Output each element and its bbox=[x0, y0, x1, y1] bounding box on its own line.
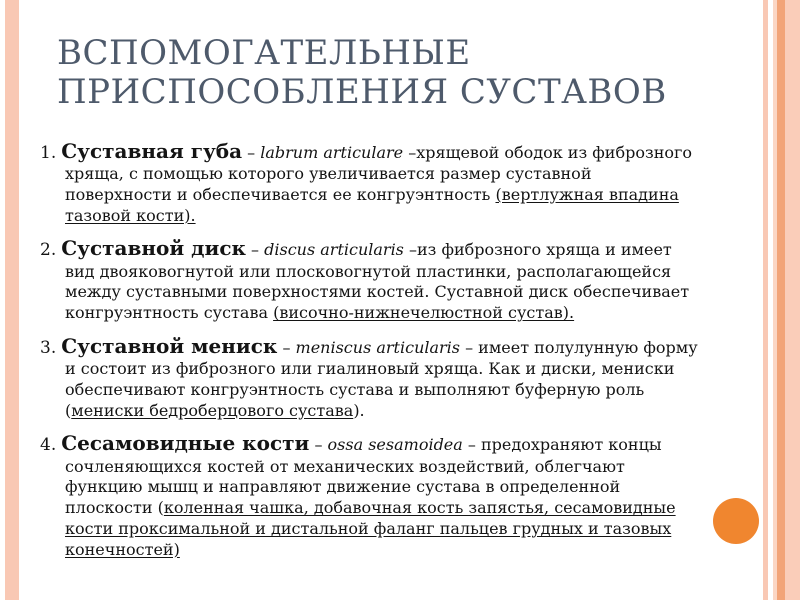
item-text-run: (височно-нижнечелюстной сустав). bbox=[273, 303, 575, 323]
item-number: 2. bbox=[40, 240, 57, 261]
right-border-wide-band bbox=[785, 0, 800, 600]
item-text-run: –из фиброзного хряща и имеет вид двояковогнутой или плосковогнутой пластинки, располагающейся между суставными поверхностями костей. Суставной диск обеспечивает конгруэнтность сустава bbox=[65, 240, 690, 323]
item-text-run: (вертлужная впадина тазовой кости). bbox=[65, 184, 679, 225]
item-term: Сесамовидные кости bbox=[61, 431, 310, 456]
slide-title-line2: ПРИСПОСОБЛЕНИЯ СУСТАВОВ bbox=[57, 72, 667, 113]
item-text-run: мениски бедроберцового сустава bbox=[71, 400, 354, 420]
item-text-run: коленная чашка, добавочная кость запястья, сесамовидные кости проксимальной и дистальной фаланг пальцев грудных и тазовых конечностей) bbox=[65, 498, 676, 559]
item-text-run: discus articularis bbox=[264, 240, 404, 260]
item-text-run: ossa sesamoidea bbox=[327, 435, 463, 455]
list-item bbox=[40, 430, 698, 560]
item-number: 4. bbox=[40, 435, 57, 456]
right-border-thin-stripe bbox=[763, 0, 768, 600]
right-border-dark-stripe bbox=[777, 0, 785, 600]
item-text-run: – bbox=[242, 143, 261, 162]
list-item bbox=[40, 138, 698, 226]
left-border-stripe bbox=[5, 0, 19, 600]
item-text-run: meniscus articularis bbox=[295, 337, 460, 357]
item-term: Суставной диск bbox=[61, 236, 246, 261]
slide-title-line1: ВСПОМОГАТЕЛЬНЫЕ bbox=[57, 33, 471, 73]
items-list bbox=[40, 138, 698, 570]
item-number: 3. bbox=[40, 337, 57, 358]
slide-title bbox=[57, 34, 747, 112]
list-item bbox=[40, 333, 698, 421]
item-number: 1. bbox=[40, 143, 57, 163]
item-text-run: –хрящевой ободок из фиброзного хряща, с помощью которого увеличивается размер суставной поверхности и обеспечивается ее конгруэнтность bbox=[65, 143, 692, 204]
item-term: Суставная губа bbox=[61, 139, 243, 163]
item-text-run: – bbox=[245, 240, 265, 260]
item-text-run: – bbox=[309, 435, 328, 455]
list-item bbox=[40, 235, 698, 323]
item-text-run: – bbox=[277, 337, 296, 357]
item-term: Суставной мениск bbox=[61, 333, 278, 358]
item-text-run: ). bbox=[353, 400, 365, 420]
accent-circle bbox=[713, 498, 759, 544]
item-text-run: – предохраняют концы сочленяющихся костей от механических воздействий, облегчают функцию мышц и направляют движение сустава в определенной плоскости ( bbox=[65, 435, 662, 518]
item-text-run: – имеет полулунную форму и состоит из фиброзного или гиалиновый хряща. Как и диски, мениски обеспечивают конгруэнтность сустава и выполняют буферную роль ( bbox=[65, 337, 698, 420]
item-text-run: labrum articulare bbox=[260, 143, 404, 162]
